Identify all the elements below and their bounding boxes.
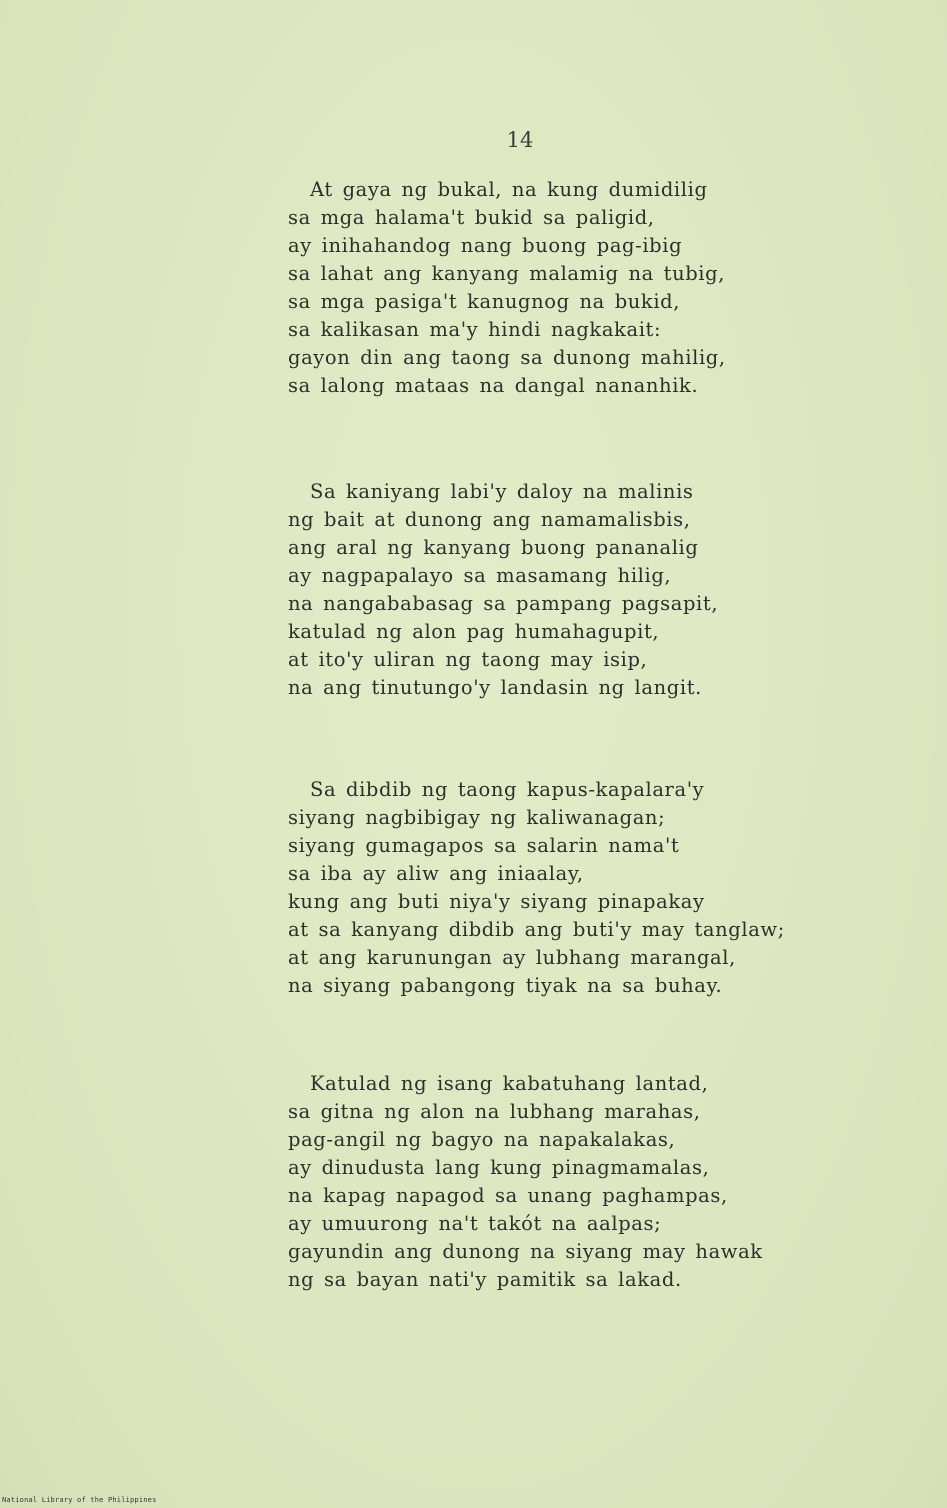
- poem-line: at ito'y uliran ng taong may isip,: [288, 648, 648, 671]
- poem-line: kung ang buti niya'y siyang pinapakay: [288, 890, 705, 913]
- poem-line: na nangababasag sa pampang pagsapit,: [288, 592, 719, 615]
- poem-line: siyang nagbibigay ng kaliwanagan;: [288, 806, 666, 829]
- poem-line: ay dinudusta lang kung pinagmamalas,: [288, 1156, 710, 1179]
- poem-line: Sa kaniyang labi'y daloy na malinis: [310, 480, 694, 503]
- poem-line: sa gitna ng alon na lubhang marahas,: [288, 1100, 701, 1123]
- poem-line: Katulad ng isang kabatuhang lantad,: [310, 1072, 709, 1095]
- poem-line: na kapag napagod sa unang paghampas,: [288, 1184, 728, 1207]
- poem-line: sa lahat ang kanyang malamig na tubig,: [288, 262, 726, 285]
- page-number: 14: [506, 128, 534, 152]
- poem-line: siyang gumagapos sa salarin nama't: [288, 834, 680, 857]
- library-footer: National Library of the Philippines: [2, 1496, 157, 1504]
- poem-line: gayon din ang taong sa dunong mahilig,: [288, 346, 726, 369]
- poem-line: gayundin ang dunong na siyang may hawak: [288, 1240, 763, 1263]
- poem-line: sa iba ay aliw ang iniaalay,: [288, 862, 584, 885]
- poem-line: ay umuurong na't takót na aalpas;: [288, 1212, 662, 1235]
- stanza-3: [288, 776, 785, 1000]
- poem-line: ng bait at dunong ang namamalisbis,: [288, 508, 691, 531]
- poem-line: sa lalong mataas na dangal nananhik.: [288, 374, 699, 397]
- poem-line: sa mga halama't bukid sa paligid,: [288, 206, 655, 229]
- stanza-2: [288, 478, 718, 702]
- poem-line: na siyang pabangong tiyak na sa buhay.: [288, 974, 723, 997]
- poem-line: at ang karunungan ay lubhang marangal,: [288, 946, 736, 969]
- poem-line: na ang tinutungo'y landasin ng langit.: [288, 676, 702, 699]
- poem-line: sa mga pasiga't kanugnog na bukid,: [288, 290, 681, 313]
- stanza-1: [288, 176, 726, 400]
- stanza-4: [288, 1070, 763, 1294]
- poem-line: pag-angil ng bagyo na napakalakas,: [288, 1128, 676, 1151]
- poem-line: Sa dibdib ng taong kapus-kapalara'y: [310, 778, 705, 801]
- poem-line: sa kalikasan ma'y hindi nagkakait:: [288, 318, 662, 341]
- poem-line: At gaya ng bukal, na kung dumidilig: [310, 178, 708, 201]
- poem-line: ang aral ng kanyang buong pananalig: [288, 536, 699, 559]
- poem-line: katulad ng alon pag humahagupit,: [288, 620, 660, 643]
- poem-line: ay inihahandog nang buong pag-ibig: [288, 234, 683, 257]
- poem-line: ng sa bayan nati'y pamitik sa lakad.: [288, 1268, 682, 1291]
- poem-line: ay nagpapalayo sa masamang hilig,: [288, 564, 672, 587]
- poem-line: at sa kanyang dibdib ang buti'y may tanglaw;: [288, 918, 785, 941]
